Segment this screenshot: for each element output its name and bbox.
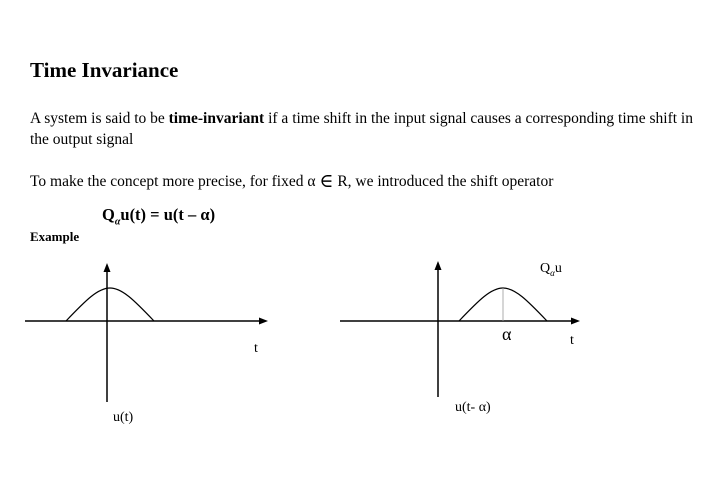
definition-text-end: if a time shift in the input signal causes a corresponding time shift in the output signal	[30, 110, 693, 148]
formula-subscript: α	[114, 216, 121, 228]
definition-text-start: A system is said to be	[30, 110, 169, 127]
right-t-label: t	[570, 333, 574, 348]
right-curve-label	[540, 261, 562, 278]
definition-keyword: time-invariant	[168, 110, 265, 127]
element-of-symbol: ∈	[319, 171, 334, 192]
right-x-axis-arrow	[571, 318, 580, 325]
curve-label-sub: α	[550, 267, 555, 278]
left-t-label: t	[254, 341, 258, 356]
curve-label-q: Q	[540, 261, 551, 276]
right-plot-caption: u(t- α)	[455, 400, 491, 415]
example-label: Example	[30, 229, 80, 244]
left-x-axis-arrow	[259, 318, 268, 325]
page-title: Time Invariance	[30, 58, 179, 82]
plot-left	[25, 263, 268, 402]
left-y-axis-arrow	[104, 263, 111, 272]
alpha-label: α	[502, 324, 512, 344]
curve-label-u: u	[554, 261, 562, 276]
left-plot-caption: u(t)	[113, 410, 134, 425]
plot-right	[340, 261, 580, 397]
shift-text-end: R, we introduced the shift operator	[333, 173, 554, 190]
left-signal-curve	[66, 288, 154, 321]
formula-rest: u(t) = u(t – α)	[120, 205, 216, 224]
shift-text-start: To make the concept more precise, for fixed α	[30, 173, 320, 190]
right-y-axis-arrow	[435, 261, 442, 270]
formula-q: Q	[102, 205, 115, 224]
